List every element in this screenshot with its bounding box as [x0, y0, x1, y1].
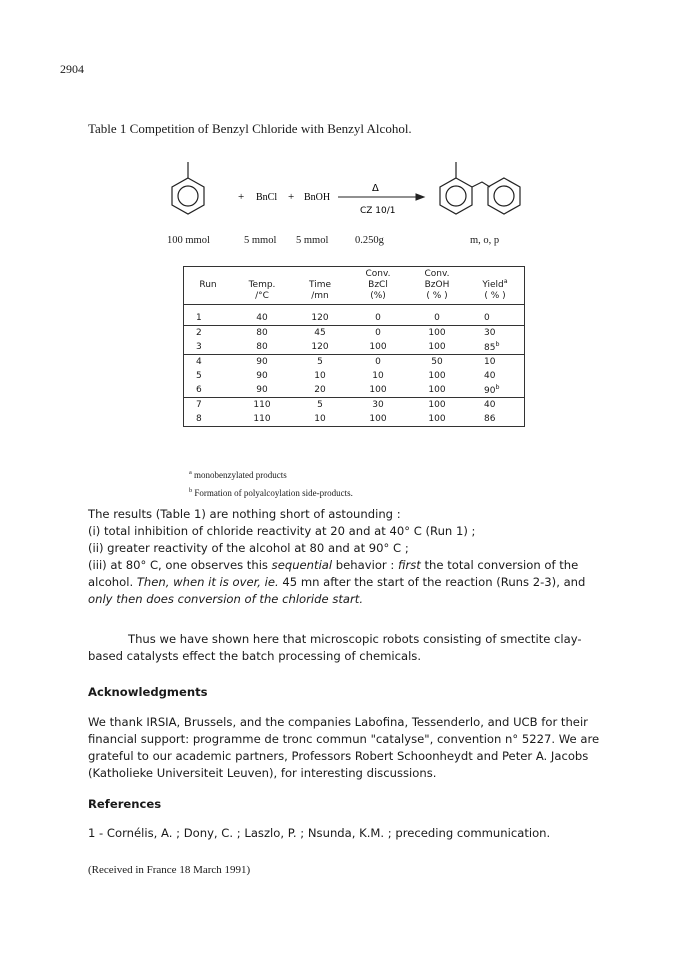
- results-item-3: (iii) at 80° C, one observes this sequential behavior : first the total conversion of the alcohol. Then, when it is over, ie. 45 mn after the start of the reaction (Runs 2-3), and only then does conversion of the chloride start.: [88, 558, 586, 606]
- table-cell-bzcl: 0: [348, 355, 408, 370]
- table-cell-yield: 40: [466, 398, 525, 413]
- table-cell-run: 1: [196, 313, 202, 323]
- table-cell-bzoh: 100: [408, 326, 466, 341]
- page-number: 2904: [60, 62, 84, 76]
- header-conv-bzcl: Conv. BzCl (%): [365, 269, 391, 301]
- table-cell-bzoh: 0: [434, 313, 440, 323]
- table-header-row: [184, 267, 525, 305]
- table-cell-temp: 90: [232, 355, 292, 370]
- table-cell-run: 6: [196, 385, 202, 395]
- header-run: Run: [199, 280, 217, 290]
- reagent-bnoh: BnOH: [304, 192, 331, 203]
- table-cell-yield: 86: [484, 414, 496, 424]
- amount-catalyst: 0.250g: [355, 235, 384, 246]
- results-intro: The results (Table 1) are nothing short of astounding :: [88, 507, 401, 521]
- product-structure: [440, 162, 520, 214]
- table-cell-bzoh: 100: [428, 371, 446, 381]
- table-cell-run: 8: [196, 414, 202, 424]
- table-cell-bzcl: 100: [369, 385, 387, 395]
- reaction-arrow: [338, 194, 424, 200]
- received-date: (Received in France 18 March 1991): [88, 864, 251, 876]
- table-cell-yield: 90$^b$: [484, 384, 500, 396]
- table-cell-temp: 110: [253, 414, 271, 424]
- table-cell-yield: 0: [484, 313, 490, 323]
- footnote-a: $^a$ monobenzylated products: [189, 469, 287, 480]
- table-cell-bzoh: 50: [408, 355, 466, 370]
- table-cell-time: 20: [314, 385, 326, 395]
- table-cell-temp: 90: [256, 385, 268, 395]
- header-conv-bzoh: Conv. BzOH ( % ): [424, 269, 450, 301]
- table-cell-run: 7: [184, 398, 233, 413]
- table-row: [184, 355, 525, 370]
- acknowledgments-text: We thank IRSIA, Brussels, and the companies Labofina, Tessenderlo, and UCB for their financial support: programme de tronc commun "catalyse", convention n° 5227. We are grateful to our academic partners, Professors Robert Schoonheydt and Peter A. Jacobs (Katholieke Universiteit Leuven), for interesting discussions.: [88, 715, 600, 780]
- table-cell-bzoh: 100: [408, 398, 466, 413]
- results-item-2: (ii) greater reactivity of the alcohol at 80 and at 90° C ;: [88, 541, 409, 555]
- table-cell-time: 120: [311, 313, 329, 323]
- reference-1: 1 - Cornélis, A. ; Dony, C. ; Laszlo, P. ; Nsunda, K.M. ; preceding communication.: [88, 826, 551, 840]
- table-cell-bzcl: 30: [348, 398, 408, 413]
- table-cell-temp: 110: [232, 398, 292, 413]
- amount-bncl: 5 mmol: [244, 235, 277, 246]
- amount-bnoh: 5 mmol: [296, 235, 329, 246]
- table-cell-bzcl: 100: [369, 414, 387, 424]
- header-time: Time /mn: [308, 280, 332, 301]
- table-cell-bzcl: 10: [372, 371, 384, 381]
- references-heading: References: [88, 797, 162, 811]
- table-cell-bzoh: 100: [428, 385, 446, 395]
- reagent-bncl: BnCl: [256, 192, 278, 203]
- table-row: [184, 326, 525, 341]
- acknowledgments-heading: Acknowledgments: [88, 685, 208, 699]
- table-cell-run: 5: [196, 371, 202, 381]
- table-cell-bzoh: 100: [428, 414, 446, 424]
- table-cell-bzcl: 100: [369, 342, 387, 352]
- table-cell-time: 45: [292, 326, 348, 341]
- table-cell-bzoh: 100: [428, 342, 446, 352]
- table-cell-temp: 80: [232, 326, 292, 341]
- benzene-structure: [172, 162, 204, 214]
- table-cell-yield: 40: [484, 371, 496, 381]
- results-item-1: (i) total inhibition of chloride reactivity at 20 and at 40° C (Run 1) ;: [88, 524, 476, 538]
- heat-symbol: Δ: [372, 183, 379, 194]
- conclusion-paragraph: Thus we have shown here that microscopic robots consisting of smectite clay-based catalysts effect the batch processing of chemicals.: [88, 632, 582, 663]
- table-row: [184, 340, 525, 355]
- plus-sign: +: [288, 191, 295, 203]
- table-cell-time: 5: [292, 355, 348, 370]
- plus-sign: +: [238, 191, 245, 203]
- results-table: [183, 266, 525, 427]
- table-cell-run: 3: [196, 342, 202, 352]
- table-cell-temp: 40: [256, 313, 268, 323]
- table-cell-bzcl: 0: [375, 313, 381, 323]
- table-cell-yield: 10: [466, 355, 525, 370]
- catalyst-label: CZ 10/1: [360, 206, 396, 216]
- product-isomers: m, o, p: [470, 235, 500, 246]
- table-row: [184, 383, 525, 398]
- header-yield: Yield$^a$ ( % ): [482, 278, 508, 301]
- table-row: [184, 412, 525, 427]
- table-cell-yield: 85$^b$: [484, 341, 500, 353]
- table-cell-temp: 80: [256, 342, 268, 352]
- table-caption: Table 1 Competition of Benzyl Chloride with Benzyl Alcohol.: [88, 121, 412, 136]
- table-row: [184, 369, 525, 383]
- table-cell-time: 10: [314, 414, 326, 424]
- table-cell-time: 120: [311, 342, 329, 352]
- table-cell-run: 4: [184, 355, 233, 370]
- header-temp: Temp. /°C: [248, 280, 276, 301]
- amount-benzene: 100 mmol: [167, 235, 210, 246]
- table-cell-bzcl: 0: [348, 326, 408, 341]
- table-cell-time: 10: [314, 371, 326, 381]
- table-cell-temp: 90: [256, 371, 268, 381]
- table-row: [184, 398, 525, 413]
- table-cell-run: 2: [184, 326, 233, 341]
- table-row: [184, 311, 525, 326]
- table-cell-yield: 30: [466, 326, 525, 341]
- footnote-b: $^b$ Formation of polyalcoylation side-products.: [189, 487, 353, 498]
- table-cell-time: 5: [292, 398, 348, 413]
